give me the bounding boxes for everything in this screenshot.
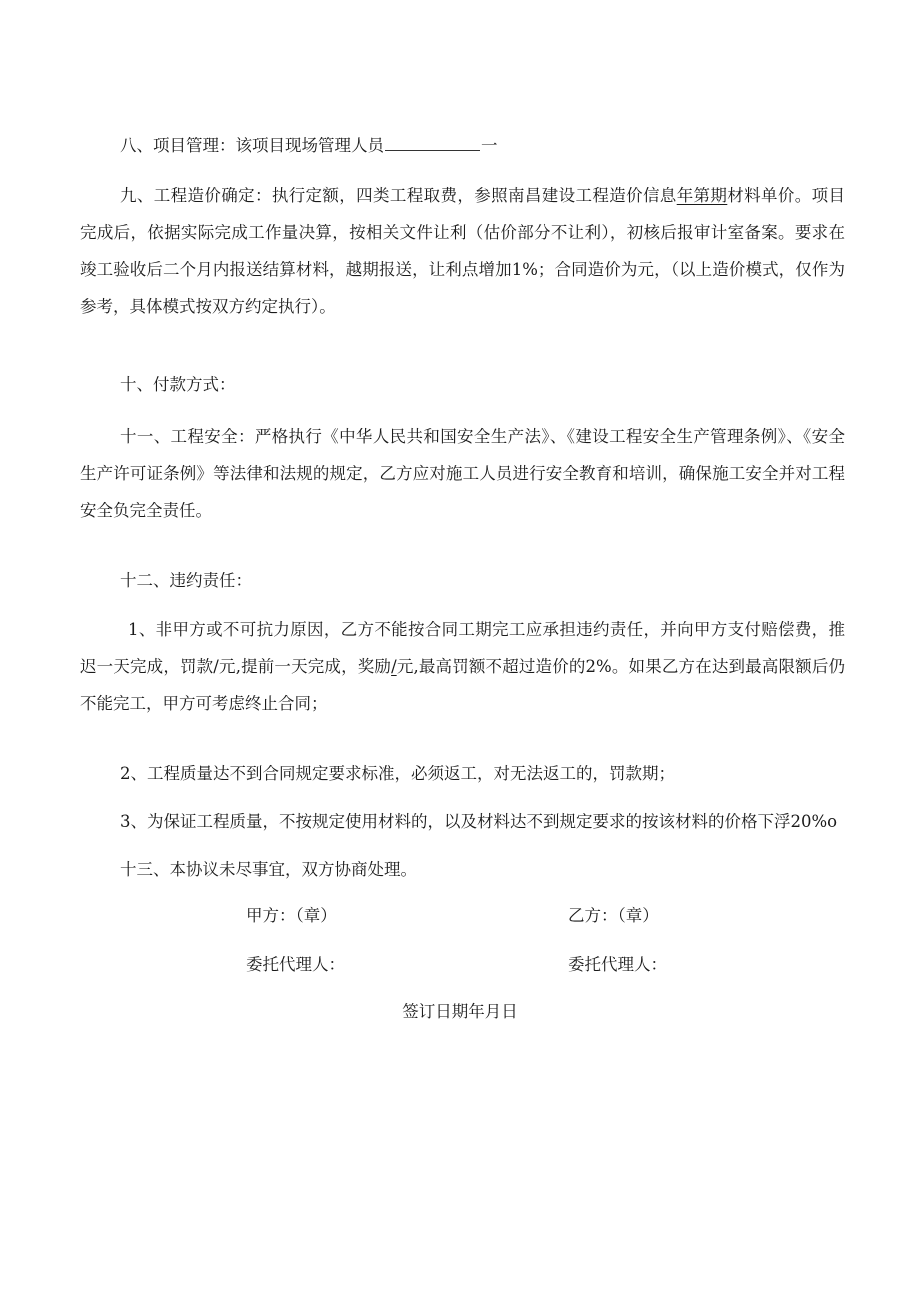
clause-12-item-2: 2、工程质量达不到合同规定要求标准，必须返工，对无法返工的，罚款期； bbox=[120, 764, 675, 783]
clause-9-underlined: 年第期 bbox=[676, 186, 728, 205]
clause-12-item-1-part1: 1、非甲方或不可抗力原因，乙方不能按合同工期完工应承担违约责任，并向甲方支付赔偿费，推迟一天完成，罚款/元,提前一天完成，奖励 bbox=[80, 620, 845, 676]
clause-12: 十二、违约责任： bbox=[120, 571, 252, 590]
clause-12-item-1-underlined: / bbox=[391, 657, 397, 676]
clause-8 bbox=[80, 127, 845, 164]
party-a-agent: 委托代理人： bbox=[246, 955, 345, 974]
clause-12-item-3: 3、为保证工程质量，不按规定使用材料的，以及材料达不到规定要求的按该材料的价格下浮20%o bbox=[120, 812, 838, 831]
clause-8-text: 八、项目管理：该项目现场管理人员 bbox=[120, 136, 384, 155]
clause-12-item-1-part2: 元,最高罚额不超过造价的2%。如果乙方在达到最高限额后仍不能完工，甲方可考虑终止合同； bbox=[80, 657, 846, 713]
clause-9 bbox=[80, 177, 845, 325]
clause-12-item-1 bbox=[80, 611, 845, 722]
clause-10: 十、付款方式： bbox=[120, 375, 236, 394]
clause-13: 十三、本协议未尽事宜，双方协商处理。 bbox=[120, 860, 417, 879]
clause-9-part2: 材料单价。项目完成后，依据实际完成工作量决算，按相关文件让利（估价部分不让利），初核后报审计室备案。要求在竣工验收后二个月内报送结算材料，越期报送，让利点增加1%；合同造价为元，（以上造价模式，仅作为参考，具体模式按双方约定执行）。 bbox=[80, 186, 846, 316]
clause-11: 十一、工程安全：严格执行《中华人民共和国安全生产法》、《建设工程安全生产管理条例》、《安全生产许可证条例》等法律和法规的规定，乙方应对施工人员进行安全教育和培训，确保施工安全并对工程安全负完全责任。 bbox=[80, 427, 845, 520]
manager-blank bbox=[385, 134, 480, 151]
signing-date: 签订日期年月日 bbox=[402, 1002, 518, 1021]
party-b-seal: 乙方：（章） bbox=[568, 906, 659, 925]
clause-8-tail: 一 bbox=[481, 136, 498, 155]
clause-9-part1: 九、工程造价确定：执行定额，四类工程取费，参照南昌建设工程造价信息 bbox=[120, 186, 677, 205]
party-b-agent: 委托代理人： bbox=[568, 955, 667, 974]
party-a-seal: 甲方：（章） bbox=[246, 906, 337, 925]
